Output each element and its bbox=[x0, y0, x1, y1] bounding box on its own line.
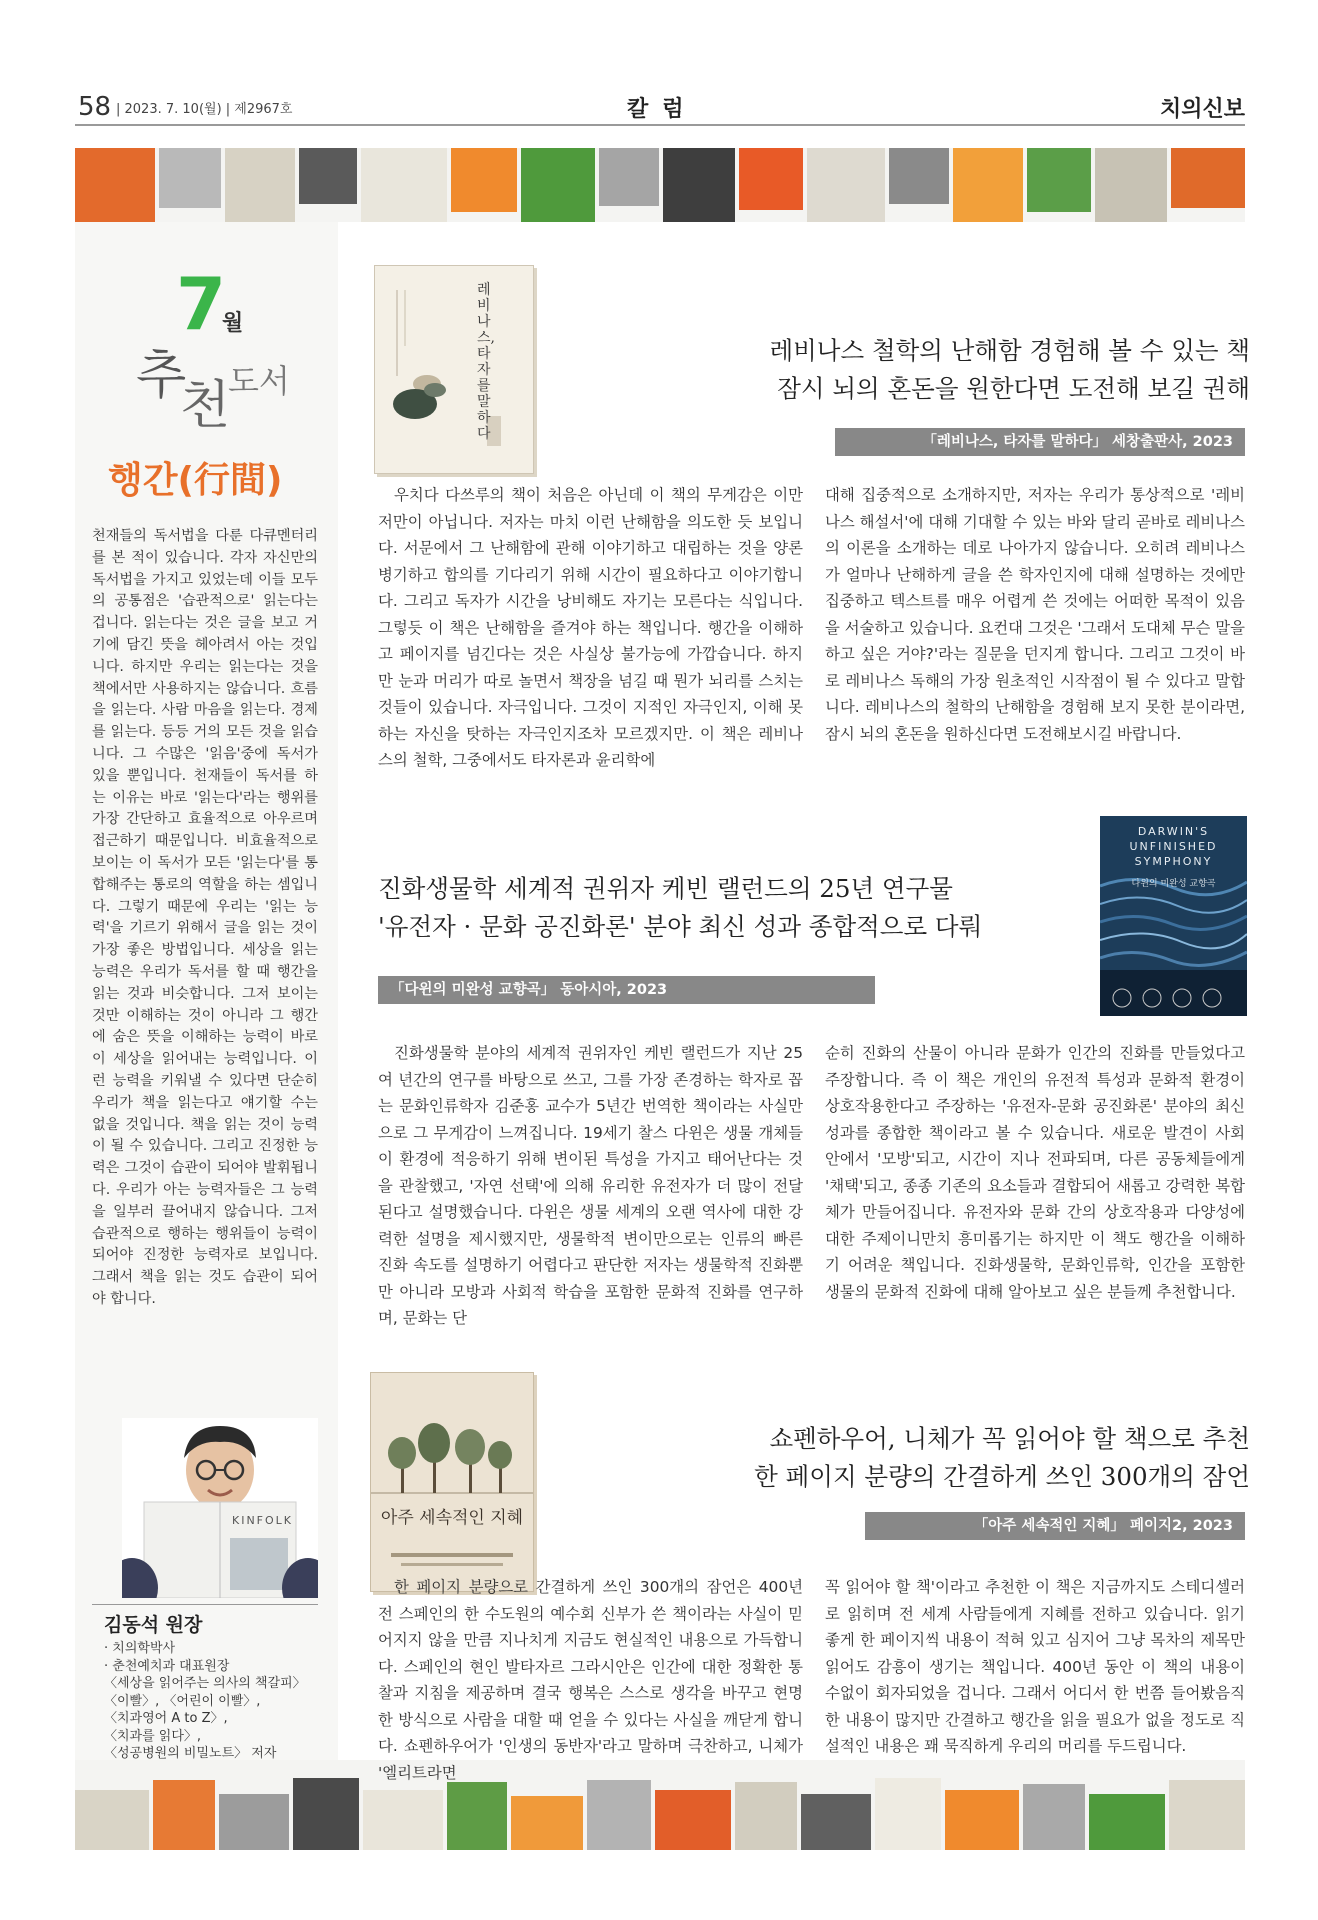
article-1-book-info: 「레비나스, 타자를 말하다」 세창출판사, 2023 bbox=[835, 428, 1245, 456]
author-name: 김동석 원장 bbox=[104, 1614, 203, 1636]
author-bio: · 치의학박사 · 춘천예치과 대표원장 〈세상을 읽어주는 의사의 책갈피〉 〈이빨〉, 〈어린이 이빨〉, 〈치과영어 A to Z〉, 〈치과를 읽다〉, 〈성공병원의 비밀노트〉 저자 bbox=[104, 1641, 306, 1761]
article-3-book-info: 「아주 세속적인 지혜」 페이지2, 2023 bbox=[865, 1512, 1245, 1540]
month-number: 7 bbox=[176, 262, 227, 346]
article-2-column-2: 순히 진화의 산물이 아니라 문화가 인간의 진화를 만들었다고 주장합니다. 즉 이 책은 개인의 유전적 특성과 문화적 환경이 상호작용한다고 주장하는 '유전자-문화 공진화론' 분야의 최신 성과를 종합한 책이라고 볼 수 있습니다. 새로운 발견이 사회 안에서 '모방'되고, 시간이 지나 전파되며, 다른 공동체들에게 '채택'되고, 종종 기존의 요소들과 결합되어 새롭고 강력한 복합체가 만들어집니다. 유전자와 문화 간의 상호작용과 다양성에 대한 주제이니만치 흥미롭기는 하지만 이 책도 행간을 이해하기 어려운 책입니다. 진화생물학, 문화인류학, 인간을 포함한 생물의 문화적 진화에 대해 알아보고 싶은 분들께 추천합니다. bbox=[825, 1044, 1245, 1301]
article-3-headline: 쇼펜하우어, 니체가 꼭 읽어야 할 책으로 추천 한 페이지 분량의 간결하게 쓰인 300개의 잠언 bbox=[754, 1424, 1250, 1491]
book-cover-darwin bbox=[1100, 816, 1247, 1016]
article-1-column-2: 대해 집중적으로 소개하지만, 저자는 우리가 통상적으로 '레비나스 해설서'에 대해 기대할 수 있는 바와 달리 곧바로 레비나스의 이론을 소개하는 데로 나아가지 않습니다. 오히려 레비나스가 얼마나 난해하게 글을 쓴 학자인지에 대해 설명하는 것에만 집중하고 텍스트를 매우 어렵게 쓴 것에는 어떠한 목적이 있음을 서술하고 있습니다. 요컨대 그것은 '그래서 도대체 무슨 말을 하고 싶은 거야?'라는 질문을 던지게 합니다. 그리고 그것이 바로 레비나스 독해의 가장 원초적인 시작점이 될 수 있다고 말합니다. 레비나스의 철학의 난해함을 경험해 보지 못한 분이라면, 잠시 뇌의 혼돈을 원하신다면 도전해보시길 바랍니다. bbox=[825, 486, 1245, 743]
newspaper-name: 치의신보 bbox=[1160, 97, 1246, 122]
section-title: 칼럼 bbox=[627, 97, 698, 122]
decorative-books-top bbox=[75, 148, 1245, 222]
photo-book-text: KINFOLK bbox=[232, 1514, 294, 1527]
article-2-headline: 진화생물학 세계적 권위자 케빈 랠런드의 25년 연구물 '유전자 · 문화 공진화론' 분야 최신 성과 종합적으로 다뤄 bbox=[378, 874, 983, 941]
article-3-column-2: 꼭 읽어야 할 책'이라고 추천한 이 책은 지금까지도 스테디셀러로 읽히며 전 세계 사람들에게 지혜를 전하고 있습니다. 읽기 좋게 한 페이지씩 내용이 적혀 있고 심지어 그냥 목차의 제목만 읽어도 감흥이 생기는 책입니다. 400년 동안 이 책의 내용이 수없이 회자되었을 겁니다. 그래서 어디서 한 번쯤 들어봤음직한 내용이 많지만 간결하고 행간을 읽을 필요가 없을 정도로 직설적인 내용은 꽤 묵직하게 우리의 머리를 두드립니다. bbox=[825, 1578, 1245, 1755]
column-title: 행간(行間) bbox=[108, 460, 283, 501]
title-cheon: 천 bbox=[180, 376, 231, 436]
article-3-column-1: 한 페이지 분량으로 간결하게 쓰인 300개의 잠언은 400년 전 스페인의 한 수도원의 예수회 신부가 쓴 책이라는 사실이 믿어지지 않을 만큼 지나치게 지금도 현실적인 내용으로 가득합니다. 스페인의 현인 발타자르 그라시안은 인간에 대한 정확한 통찰과 지침을 제공하며 결국 행복은 스스로 생각을 바꾸고 현명한 방식으로 사람을 대할 때 얻을 수 있다는 사실을 깨닫게 합니다. 쇼펜하우어가 '인생의 동반자'라고 말하며 극찬하고, 니체가 '엘리트라면 bbox=[378, 1578, 803, 1782]
book-cover-levinas bbox=[374, 265, 534, 474]
header-rule bbox=[75, 124, 1245, 126]
cover-title-darwin: DARWIN'S UNFINISHED SYMPHONY bbox=[1129, 825, 1218, 868]
book-cover-worldly-wisdom bbox=[370, 1372, 534, 1592]
title-doseo: 도서 bbox=[228, 362, 290, 400]
cover-subtitle-darwin: 다윈의 미완성 교향곡 bbox=[1131, 879, 1216, 889]
sidebar-essay: 천재들의 독서법을 다룬 다큐멘터리를 본 적이 있습니다. 각자 자신만의 독서법을 가지고 있었는데 이들 모두의 공통점은 '습관적으로' 읽는다는 겁니다. 읽는다는 것은 글을 보고 거기에 담긴 뜻을 헤아려서 아는 것입니다. 하지만 우리는 읽는다는 것을 책에서만 사용하지는 않습니다. 흐름을 읽는다. 사람 마음을 읽는다. 경제를 읽는다. 등등 거의 모든 것을 읽습니다. 그 수많은 '읽음'중에 독서가 있을 뿐입니다. 천재들이 독서를 하는 이유는 바로 '읽는다'라는 행위를 가장 간단하고 효율적으로 아우르며 접근하기 때문입니다. 비효율적으로 보이는 이 독서가 모든 '읽는다'를 통합해주는 통로의 역할을 하는 셈입니다. 그렇기 때문에 우리는 '읽는 능력'을 기르기 위해서 글을 읽는 것이 가장 좋은 방법입니다. 세상을 읽는 능력은 우리가 독서를 할 때 행간을 읽는 것과 비슷합니다. 그저 보이는 것만 이해하는 것이 아니라 그 행간에 숨은 뜻을 이해하는 능력이 바로 이 세상을 읽어내는 능력입니다. 이런 능력을 키워낼 수 있다면 단순히 우리가 책을 읽는다고 얘기할 수는 없을 것입니다. 책을 읽는 것이 능력이 될 수 있습니다. 그리고 진정한 능력은 그것이 습관이 되어야 발휘됩니다. 우리가 아는 능력자들은 그 능력을 일부러 끌어내지 않습니다. 그저 습관적으로 행하는 행위들이 능력이 되어야 진정한 능력자로 보입니다. 그래서 책을 읽는 것도 습관이 되어야 합니다. bbox=[92, 528, 318, 1307]
cover-title-levinas: 레비나스, 타자를 말하다 bbox=[477, 282, 495, 442]
title-chu: 추 bbox=[136, 346, 187, 406]
author-divider bbox=[92, 1604, 318, 1605]
issue-date: | 2023. 7. 10(월) | 제2967호 bbox=[116, 102, 293, 117]
page-number: 58 bbox=[78, 92, 112, 122]
article-2-column-1: 진화생물학 분야의 세계적 권위자인 케빈 랠런드가 지난 25여 년간의 연구를 바탕으로 쓰고, 그를 가장 존경하는 학자로 꼽는 문화인류학자 김준홍 교수가 5년간 번역한 책이라는 사실만으로 그 무게감이 느껴집니다. 19세기 찰스 다윈은 생물 개체들이 환경에 적응하기 위해 변이된 특성을 가지고 태어난다는 것을 관찰했고, '자연 선택'에 의해 유리한 유전자가 더 많이 전달된다고 설명했습니다. 다윈은 생물 세계의 오랜 역사에 대한 강력한 설명을 제시했지만, 생물학적 변이만으로는 인류의 빠른 진화 속도를 설명하기 어렵다고 판단한 저자는 생물학적 진화뿐만 아니라 모방과 사회적 학습을 포함한 문화적 진화를 연구하며, 문화는 단 bbox=[378, 1044, 803, 1327]
article-1-headline: 레비나스 철학의 난해함 경험해 볼 수 있는 책 잠시 뇌의 혼돈을 원한다면 도전해 보길 권해 bbox=[769, 336, 1250, 403]
article-1-column-1: 우치다 다쓰루의 책이 처음은 아닌데 이 책의 무게감은 이만저만이 아닙니다. 저자는 마치 이런 난해함을 의도한 듯 보입니다. 서문에서 그 난해함에 관해 이야기하고 대립하는 것을 양론병기하고 합의를 기다리기 위해 시간이 필요하다고 이야기합니다. 그리고 독자가 시간을 낭비해도 자기는 모른다는 식입니다. 그렇듯 이 책은 난해함을 즐겨야 하는 책입니다. 행간을 이해하고 페이지를 넘긴다는 것은 사실상 불가능에 가깝습니다. 하지만 눈과 머리가 따로 놀면서 책장을 넘길 때 뭔가 뇌리를 스치는 것들이 있습니다. 자극입니다. 그것이 지적인 자극인지, 이해 못 하는 자신을 탓하는 자극인지조차 모르겠지만. 이 책은 레비나스의 철학, 그중에서도 타자론과 윤리학에 bbox=[378, 486, 803, 769]
author-photo bbox=[122, 1418, 318, 1598]
month-unit: 월 bbox=[222, 311, 244, 336]
cover-title-wisdom: 아주 세속적인 지혜 bbox=[380, 1508, 524, 1528]
article-2-book-info: 「다윈의 미완성 교향곡」 동아시아, 2023 bbox=[378, 976, 875, 1004]
